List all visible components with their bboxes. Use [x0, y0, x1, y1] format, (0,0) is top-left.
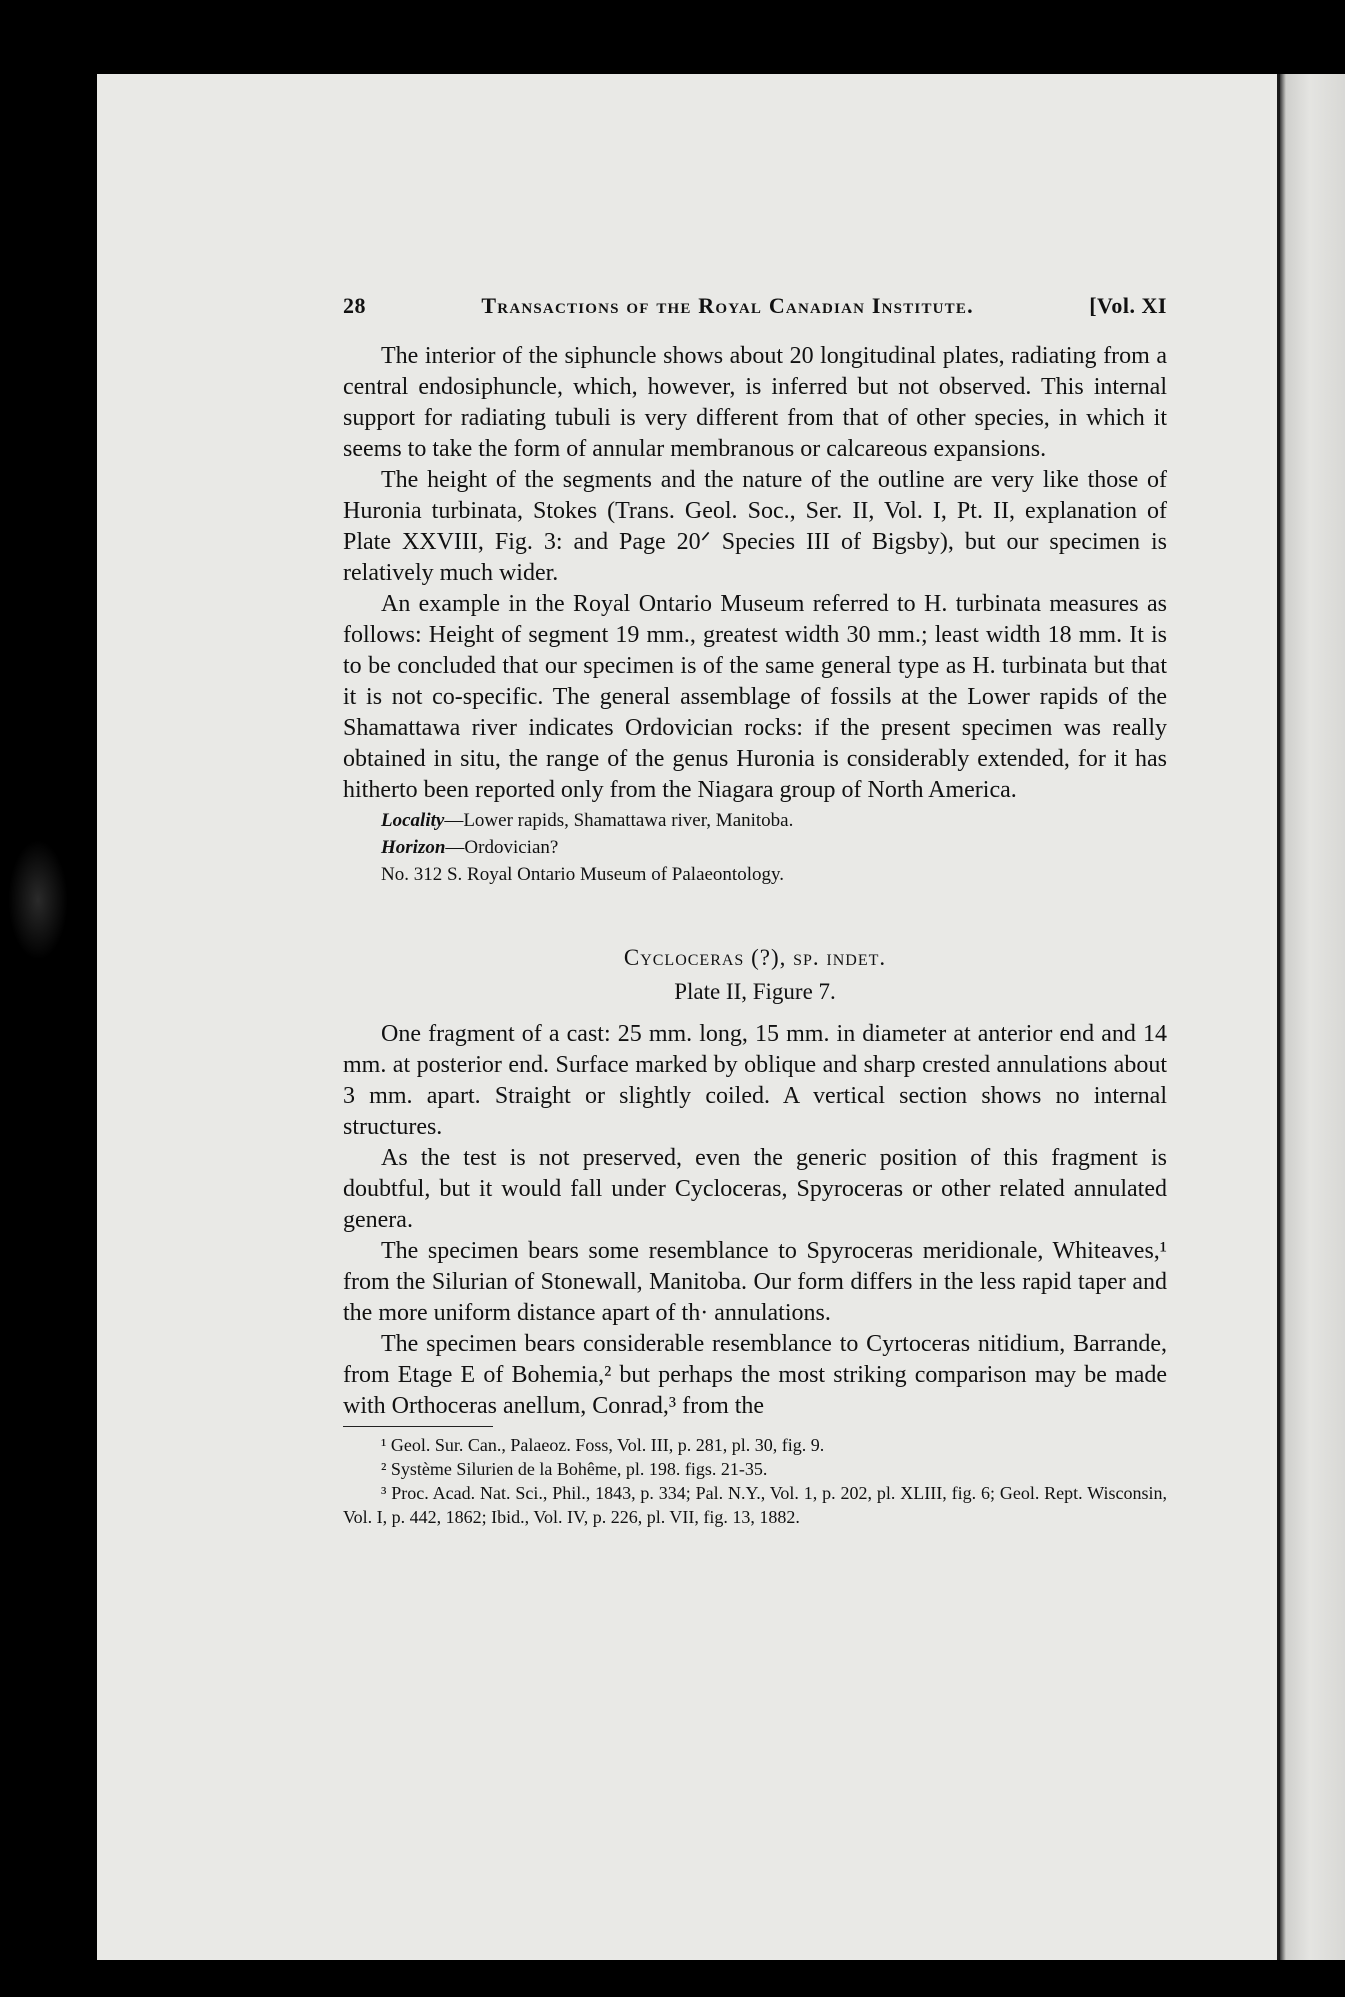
horizon-line: Horizon—Ordovician?	[381, 837, 559, 858]
paragraph: As the test is not preserved, even the generic position of this fragment is doubtful, but it would fall under Cycloceras, Spyroceras or other related annulated genera.	[343, 1145, 1167, 1233]
paragraph: One fragment of a cast: 25 mm. long, 15 mm. in diameter at anterior end and 14 mm. at posterior end. Surface marked by oblique and sharp crested annulations about 3 mm. apart. Straight or slightly coiled. A vertical section shows no internal structures.	[343, 1021, 1167, 1140]
footnote-rule	[343, 1426, 493, 1427]
page-number: 28	[343, 293, 366, 318]
volume-label: [Vol. XI	[1089, 293, 1167, 318]
footnote: ³ Proc. Acad. Nat. Sci., Phil., 1843, p. 334; Pal. N.Y., Vol. 1, p. 202, pl. XLIII, fig. 6; Geol. Rept. Wisconsin, Vol. I, p. 442, 1862; Ibid., Vol. IV, p. 226, pl. VII, fig. 13, 1882.	[343, 1483, 1167, 1527]
section-heading: Cycloceras (?), sp. indet.	[623, 945, 887, 970]
running-head	[343, 293, 1167, 319]
paragraph: The interior of the siphuncle shows about 20 longitudinal plates, radiating from a central endosiphuncle, which, however, is inferred but not observed. This internal support for radiating tubuli is very different from that of other species, in which it seems to take the form of annular membranous or calcareous expansions.	[343, 343, 1167, 462]
footnote: ² Système Silurien de la Bohême, pl. 198. figs. 21-35.	[381, 1459, 768, 1479]
plate-reference: Plate II, Figure 7.	[674, 979, 836, 1004]
journal-title: Transactions of the Royal Canadian Institute.	[481, 293, 974, 318]
paragraph: The specimen bears some resemblance to Spyroceras meridionale, Whiteaves,¹ from the Silurian of Stonewall, Manitoba. Our form differs in the less rapid taper and the more uniform distance apart of th· annulations.	[343, 1238, 1167, 1326]
page-text	[343, 293, 1167, 1529]
footnote: ¹ Geol. Sur. Can., Palaeoz. Foss, Vol. III, p. 281, pl. 30, fig. 9.	[381, 1435, 825, 1455]
specimen-number: No. 312 S. Royal Ontario Museum of Palaeontology.	[381, 864, 785, 885]
scan-smudge	[8, 840, 68, 960]
paragraph: The specimen bears considerable resemblance to Cyrtoceras nitidium, Barrande, from Etage E of Bohemia,² but perhaps the most striking comparison may be made with Orthoceras anellum, Conrad,³ from the	[343, 1331, 1167, 1419]
paragraph: An example in the Royal Ontario Museum referred to H. turbinata measures as follows: Height of segment 19 mm., greatest width 30 mm.; least width 18 mm. It is to be concluded that our specimen is of the same general type as H. turbinata but that it is not co-specific. The general assemblage of fossils at the Lower rapids of the Shamattawa river indicates Ordovician rocks: if the present specimen was really obtained in situ, the range of the genus Huronia is considerably extended, for it has hitherto been reported only from the Niagara group of North America.	[343, 591, 1167, 803]
locality-line: Locality—Lower rapids, Shamattawa river, Manitoba.	[381, 810, 794, 831]
paragraph: The height of the segments and the nature of the outline are very like those of Huronia turbinata, Stokes (Trans. Geol. Soc., Ser. II, Vol. I, Pt. II, explanation of Plate XXVIII, Fig. 3: and Page 20ᐟ Species III of Bigsby), but our specimen is relatively much wider.	[343, 467, 1167, 586]
facing-page-edge	[1280, 74, 1345, 1960]
